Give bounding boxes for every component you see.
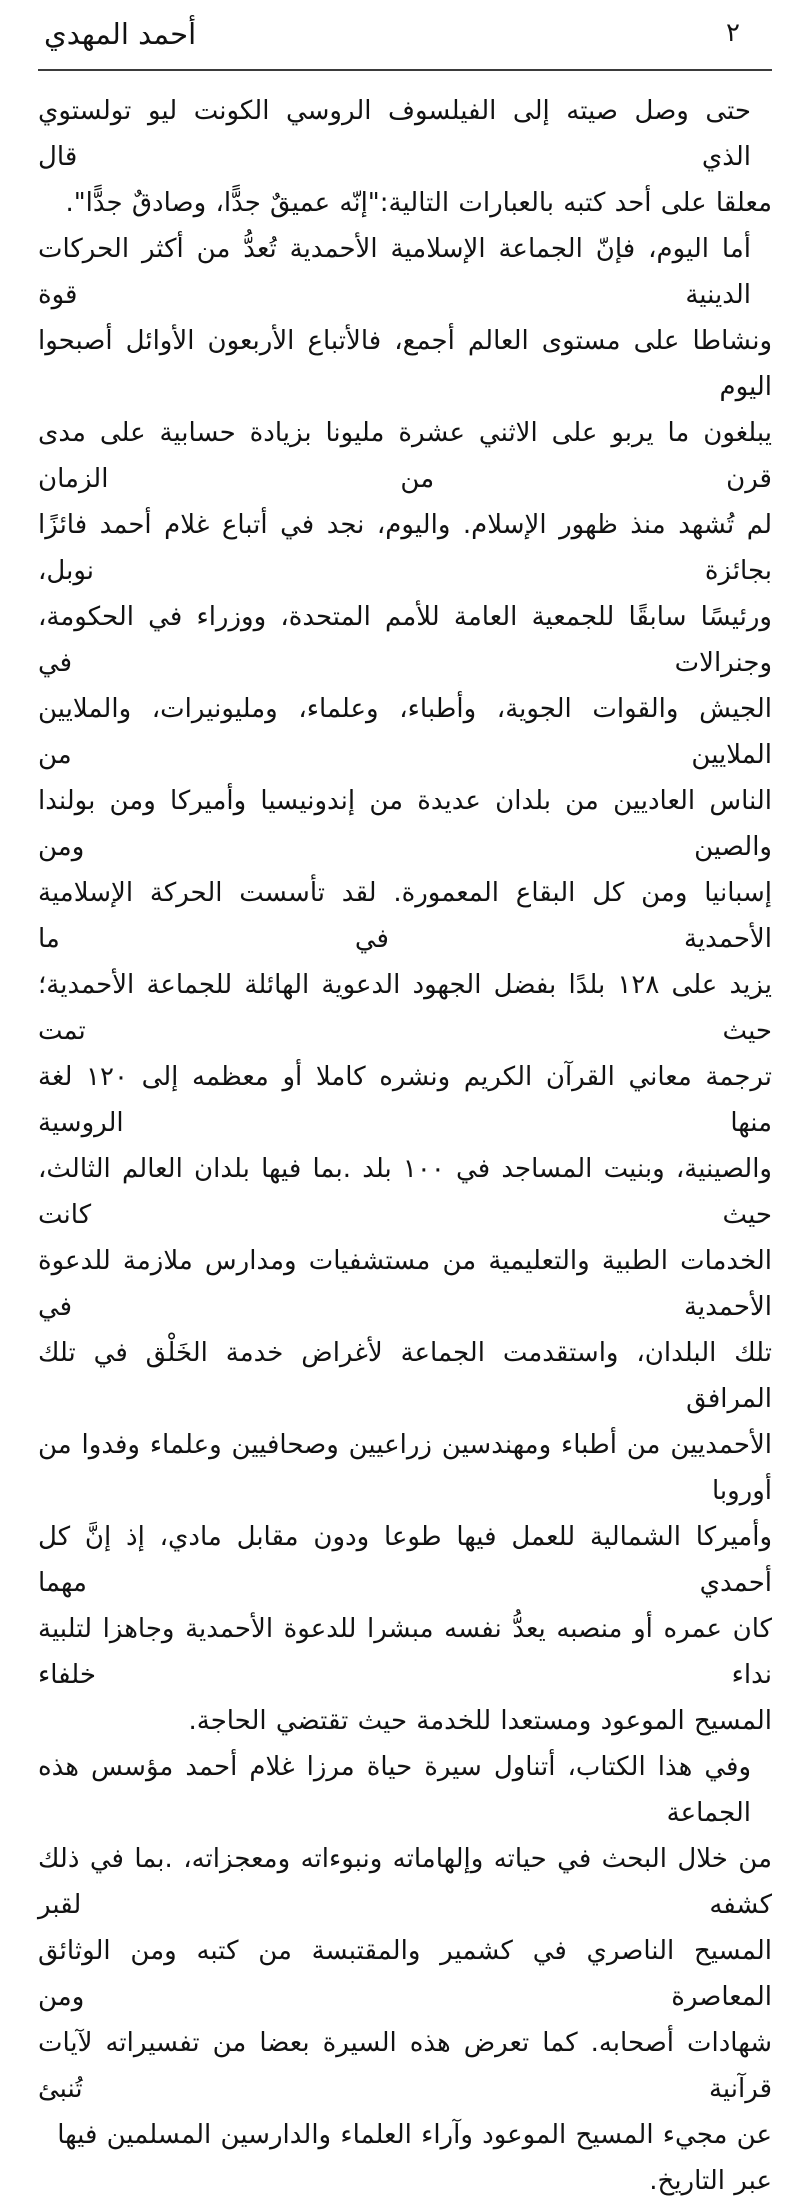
text-line: معلقا على أحد كتبه بالعبارات التالية:"إنّه عميقٌ جدًّا، وصادقٌ جدًّا". [65, 188, 772, 218]
text-line: ترجمة معاني القرآن الكريم ونشره كاملا أو معظمه إلى ١٢٠ لغة منها الروسية [38, 1062, 773, 1138]
text-line: يبلغون ما يربو على الاثني عشرة مليونا بزيادة حسابية على مدى قرن من الزمان [38, 418, 772, 494]
text-line: وفي هذا الكتاب، أتناول سيرة حياة مرزا غلام أحمد مؤسس هذه الجماعة [38, 1752, 751, 1828]
text-line: المسيح الموعود ومستعدا للخدمة حيث تقتضي الحاجة. [188, 1706, 772, 1736]
text-line: الناس العاديين من بلدان عديدة من إندونيسيا وأميركا ومن بولندا والصين ومن [38, 786, 772, 862]
text-line: وأميركا الشمالية للعمل فيها طوعا ودون مقابل مادي، إذ إنَّ كل أحمدي مهما [38, 1522, 772, 1598]
text-line: الخدمات الطبية والتعليمية من مستشفيات ومدارس ملازمة للدعوة الأحمدية في [38, 1246, 772, 1322]
text-line: أما اليوم، فإنّ الجماعة الإسلامية الأحمدية تُعدُّ من أكثر الحركات الدينية قوة [38, 234, 751, 310]
body-text [38, 71, 772, 2204]
text-line: يزيد على ١٢٨ بلدًا بفضل الجهود الدعوية الهائلة للجماعة الأحمدية؛ حيث تمت [38, 970, 772, 1046]
text-line: كان عمره أو منصبه يعدُّ نفسه مبشرا للدعوة الأحمدية وجاهزا لتلبية نداء خلفاء [38, 1614, 772, 1690]
text-line: عن مجيء المسيح الموعود وآراء العلماء والدارسين المسلمين فيها عبر التاريخ. [57, 2120, 772, 2196]
text-line: والصينية، وبنيت المساجد في ١٠٠ بلد .بما فيها بلدان العالم الثالث، حيث كانت [38, 1154, 772, 1230]
page-header [38, 16, 772, 66]
text-line: الجيش والقوات الجوية، وأطباء، وعلماء، ومليونيرات، والملايين الملايين من [38, 694, 772, 770]
text-line: حتى وصل صيته إلى الفيلسوف الروسي الكونت ليو تولستوي الذي قال [38, 96, 751, 172]
text-line: ونشاطا على مستوى العالم أجمع، فالأتباع الأربعون الأوائل أصبحوا اليوم [38, 326, 772, 402]
text-line: شهادات أصحابه. كما تعرض هذه السيرة بعضا من تفسيراته لآيات قرآنية تُنبئ [38, 2028, 772, 2104]
book-title: أحمد المهدي [44, 17, 197, 51]
text-line: الأحمديين من أطباء ومهندسين زراعيين وصحافيين وعلماء وفدوا من أوروبا [38, 1430, 772, 1506]
text-line: تلك البلدان، واستقدمت الجماعة لأغراض خدمة الخَلْق في تلك المرافق [38, 1338, 772, 1414]
text-line: إسبانيا ومن كل البقاع المعمورة. لقد تأسست الحركة الإسلامية الأحمدية في ما [38, 878, 772, 954]
page-number: ٢ [726, 18, 740, 48]
text-line: المسيح الناصري في كشمير والمقتبسة من كتبه ومن الوثائق المعاصرة ومن [38, 1936, 772, 2012]
text-line: ورئيسًا سابقًا للجمعية العامة للأمم المتحدة، ووزراء في الحكومة، وجنرالات في [38, 602, 772, 678]
text-line: من خلال البحث في حياته وإلهاماته ونبوءاته ومعجزاته، .بما في ذلك كشفه لقبر [38, 1844, 772, 1920]
text-line: لم تُشهد منذ ظهور الإسلام. واليوم، نجد في أتباع غلام أحمد فائزًا بجائزة نوبل، [38, 510, 772, 586]
